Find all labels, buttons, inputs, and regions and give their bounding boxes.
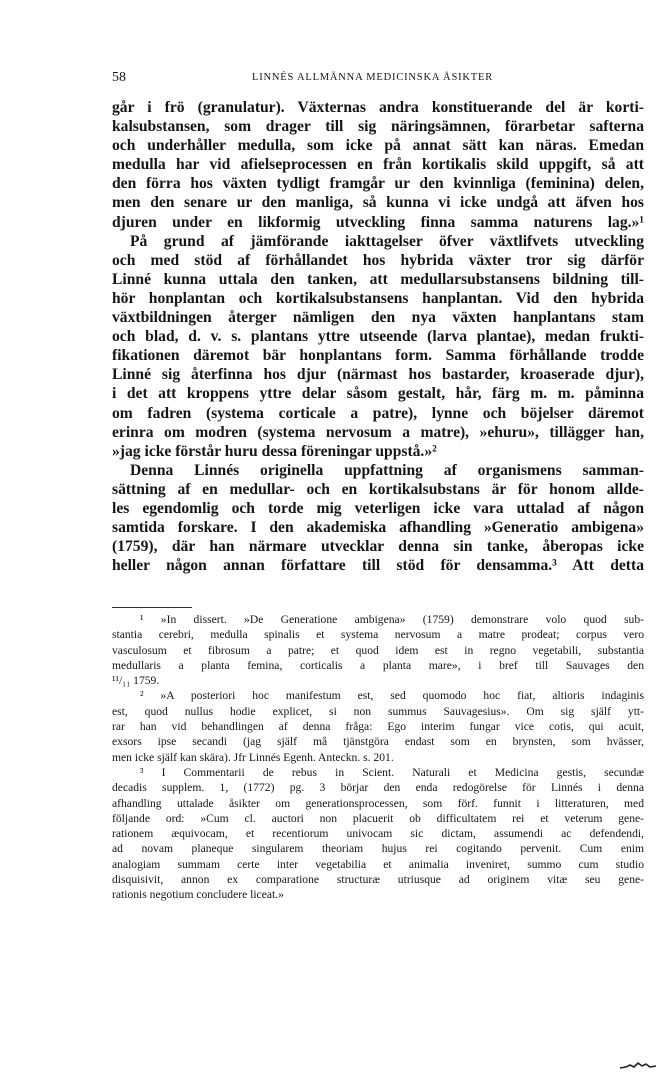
body-line: går i frö (granulatur). Växternas andra konstituerande del är korti- [112, 99, 644, 116]
footnote-line: ³ I Commentarii de rebus in Scient. Naturali et Medicina gestis, secundæ [140, 765, 644, 779]
footnote-line: rationem æquivocam, et recentiorum univocam sic dictam, assumendi ac defendendi, [112, 827, 644, 841]
footnote-line: disquisivit, annon ex comparatione structuræ utriusque ad originem vitæ seu gene- [112, 873, 644, 887]
footnote-line: ¹ »In dissert. »De Generatione ambigena» (1759) demonstrare volo quod sub- [140, 613, 644, 626]
running-head: LINNÉS ALLMÄNNA MEDICINSKA ÅSIKTER [252, 72, 493, 83]
footnote-line: ² »A posteriori hoc manifestum est, sed quomodo hoc fiat, altioris indaginis [140, 689, 644, 703]
body-line: »jag icke förstår huru dessa föreningar uppstå.»² [112, 442, 437, 460]
footnotes [112, 612, 644, 903]
page-number: 58 [112, 70, 126, 85]
body-line: fikationen däremot bär honplantans form. Samma förhållande trodde [112, 347, 644, 365]
scan-mark-icon [618, 1060, 658, 1070]
body-line: om fadren (systema corticale a patre), lynne och böjelser däremot [112, 404, 644, 422]
body-line: (1759), där han närmare utvecklar denna sin tanke, åberopas icke [112, 538, 644, 556]
body-line: På grund af jämförande iakttagelser öfver växtlifvets utveckling [130, 232, 644, 250]
footnote-line: ad novam planeque singularem theoriam hujus rei cogitando pervenit. Cum enim [112, 842, 644, 856]
footnote-line: följande ord: »Cum cl. auctori non placuerit ob difficultatem rei et veterum gene- [112, 811, 644, 825]
body-line: erinra om modren (systema nervosum a matre), »ehuru», tillägger han, [112, 423, 644, 441]
footnote-line: rar han vid behandlingen af denna fråga: Ego interim fungar vice cotis, qui acuit, [112, 720, 644, 734]
body-line: den förra hos växten tydligt framgår ur den kvinnliga (feminina) delen, [112, 175, 644, 193]
body-line: Linné kunna uttala den tanken, att medullarsubstansens bildning till- [112, 270, 644, 288]
body-line: les egendomlig och torde mig veterligen icke vara uttalad af någon [112, 499, 644, 517]
main-text [112, 98, 644, 575]
footnote-line: analogiam summam certe inter vegetabilia et animalia inveniret, summo cum studio [112, 857, 644, 871]
footnote-rule [112, 607, 192, 608]
body-line: kalsubstansen, som drager till sig näringsämnen, förarbetar safterna [112, 118, 644, 136]
footnote-line: medullaris a planta femina, corticalis a planta mare», i bref till Sauvages den [112, 658, 644, 672]
footnote-line: men icke själf kan skära). Jfr Linnés Egenh. Anteckn. s. 201. [112, 750, 394, 764]
body-line: heller någon annan författare till stöd för densamma.³ Att detta [112, 557, 644, 575]
body-line: Denna Linnés originella uppfattning af organismens samman- [130, 461, 644, 479]
footnote-line: vasculosum et fibrosum a patre; et quod idem est in regno vegetabili, substantia [112, 643, 644, 657]
body-line: samtida forskare. I den akademiska afhandling »Generatio ambigena» [112, 519, 644, 537]
footnote-line: exsors ipse secandi (jag själf må tjänstgöra endast som en brynsten, som hvässer, [112, 735, 644, 749]
body-line: och med stöd af förhållandet hos hybrida växter tror sig därför [112, 251, 644, 269]
footnote-line: stantia cerebri, medulla spinalis et systema nervosum a matre prodeat; corpus vero [112, 628, 644, 642]
body-line: Linné sig återfinna hos djur (närmast hos bastarder, kroaserade djur), [112, 366, 644, 384]
footnote-line: ¹¹/₁₁ 1759. [112, 674, 160, 688]
body-line: men den senare ur den manliga, så kunna vi icke undgå att äfven hos [112, 194, 644, 212]
footnote-line: est, quod nullus hodie explicet, si non summus Sauvagesius». Om sig själf ytt- [112, 704, 644, 718]
body-line: sättning af en medullar- och en kortikalsubstans är för honom allde- [112, 480, 644, 498]
body-line: hör honplantan och kortikalsubstansens hanplantan. Vid den hybrida [112, 289, 644, 307]
body-line: i det att kroppens yttre delar såsom gestalt, hår, färg m. m. påminna [112, 385, 644, 403]
footnote-line: afhandling uttalade åsikter om generationsprocessen, som förf. funnit i litteraturen, med [112, 796, 644, 810]
body-line: medulla har vid afielseprocessen en från kortikalis skild uppgift, så att [112, 156, 644, 174]
body-line: djuren under en likformig utveckling finna samma naturens lag.»¹ [112, 213, 644, 231]
body-line: och blad, d. v. s. plantans yttre utseende (larva plantae), medan frukti- [112, 328, 644, 346]
body-line: växtbildningen återger nämligen den nya växten hanplantans stam [112, 309, 644, 327]
body-line: och underhåller medulla, som icke på annat sätt kan näras. Emedan [112, 137, 644, 155]
page-header [112, 70, 644, 92]
footnote-line: rationis negotium concludere liceat.» [112, 888, 284, 902]
footnote-line: decadis supplem. 1, (1772) pg. 3 börjar den enda redogörelse för Linnés i denna [112, 781, 644, 795]
